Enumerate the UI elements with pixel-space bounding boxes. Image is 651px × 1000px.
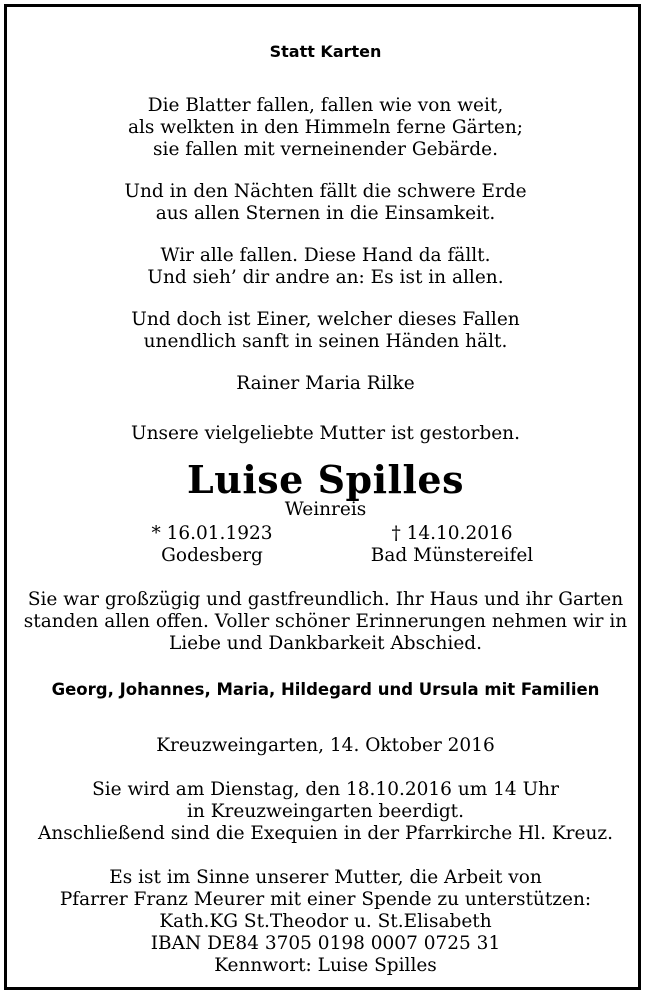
poem-line: Und sieh’ dir andre an: Es ist in allen.: [147, 267, 504, 288]
funeral-line: in Kreuzweingarten beerdigt.: [187, 801, 464, 822]
poem-line: als welkten in den Himmeln ferne Gärten;: [127, 117, 524, 138]
heading: Statt Karten: [269, 42, 382, 61]
poem-line: Die Blatter fallen, fallen wie von weit,: [147, 95, 504, 116]
tribute-text: [7, 589, 644, 655]
donation-line: IBAN DE84 3705 0198 0007 0725 31: [150, 933, 501, 954]
poem-stanza: [7, 245, 644, 289]
poem-line: Wir alle fallen. Diese Hand da fällt.: [160, 245, 491, 266]
birth-info: [112, 523, 312, 567]
death-info: [352, 523, 552, 567]
poem-stanza: [7, 181, 644, 225]
donation-line: Kennwort: Luise Spilles: [214, 955, 437, 976]
donation-line: Es ist im Sinne unserer Mutter, die Arbeit von: [109, 867, 542, 888]
obituary-notice: [7, 7, 644, 977]
tribute-line: Sie war großzügig und gastfreundlich. Ihr Haus und ihr Garten: [27, 589, 624, 610]
birth-place: Godesberg: [161, 545, 263, 566]
poem-line: Und doch ist Einer, welcher dieses Fallen: [131, 309, 520, 330]
family-names: Georg, Johannes, Maria, Hildegard und Ursula mit Familien: [51, 680, 600, 699]
intro-text: Unsere vielgeliebte Mutter ist gestorben.: [131, 423, 520, 444]
life-dates: [7, 523, 644, 567]
poem-line: aus allen Sternen in die Einsamkeit.: [155, 203, 496, 224]
poem-stanza: [7, 95, 644, 161]
birth-date: * 16.01.1923: [151, 523, 273, 544]
poem-line: unendlich sanft in seinen Händen hält.: [143, 331, 508, 352]
place-date: Kreuzweingarten, 14. Oktober 2016: [156, 735, 495, 756]
tribute-line: Liebe und Dankbarkeit Abschied.: [168, 633, 483, 654]
funeral-line: Sie wird am Dienstag, den 18.10.2016 um 14 Uhr: [92, 779, 559, 800]
poem-author: Rainer Maria Rilke: [236, 373, 415, 394]
birth-name: Weinreis: [284, 499, 367, 520]
donation-info: [7, 867, 644, 977]
donation-line: Kath.KG St.Theodor u. St.Elisabeth: [159, 911, 492, 932]
donation-line: Pfarrer Franz Meurer mit einer Spende zu unterstützen:: [59, 889, 592, 910]
tribute-line: standen allen offen. Voller schöner Erinnerungen nehmen wir in: [23, 611, 628, 632]
poem: [7, 95, 644, 353]
poem-stanza: [7, 309, 644, 353]
poem-line: Und in den Nächten fällt die schwere Erde: [124, 181, 527, 202]
poem-line: sie fallen mit verneinender Gebärde.: [153, 139, 498, 160]
deceased-name: Luise Spilles: [187, 457, 464, 502]
death-date: † 14.10.2016: [391, 523, 513, 544]
death-place: Bad Münstereifel: [370, 545, 534, 566]
funeral-line: Anschließend sind die Exequien in der Pfarrkirche Hl. Kreuz.: [38, 823, 613, 844]
funeral-info: [7, 779, 644, 845]
